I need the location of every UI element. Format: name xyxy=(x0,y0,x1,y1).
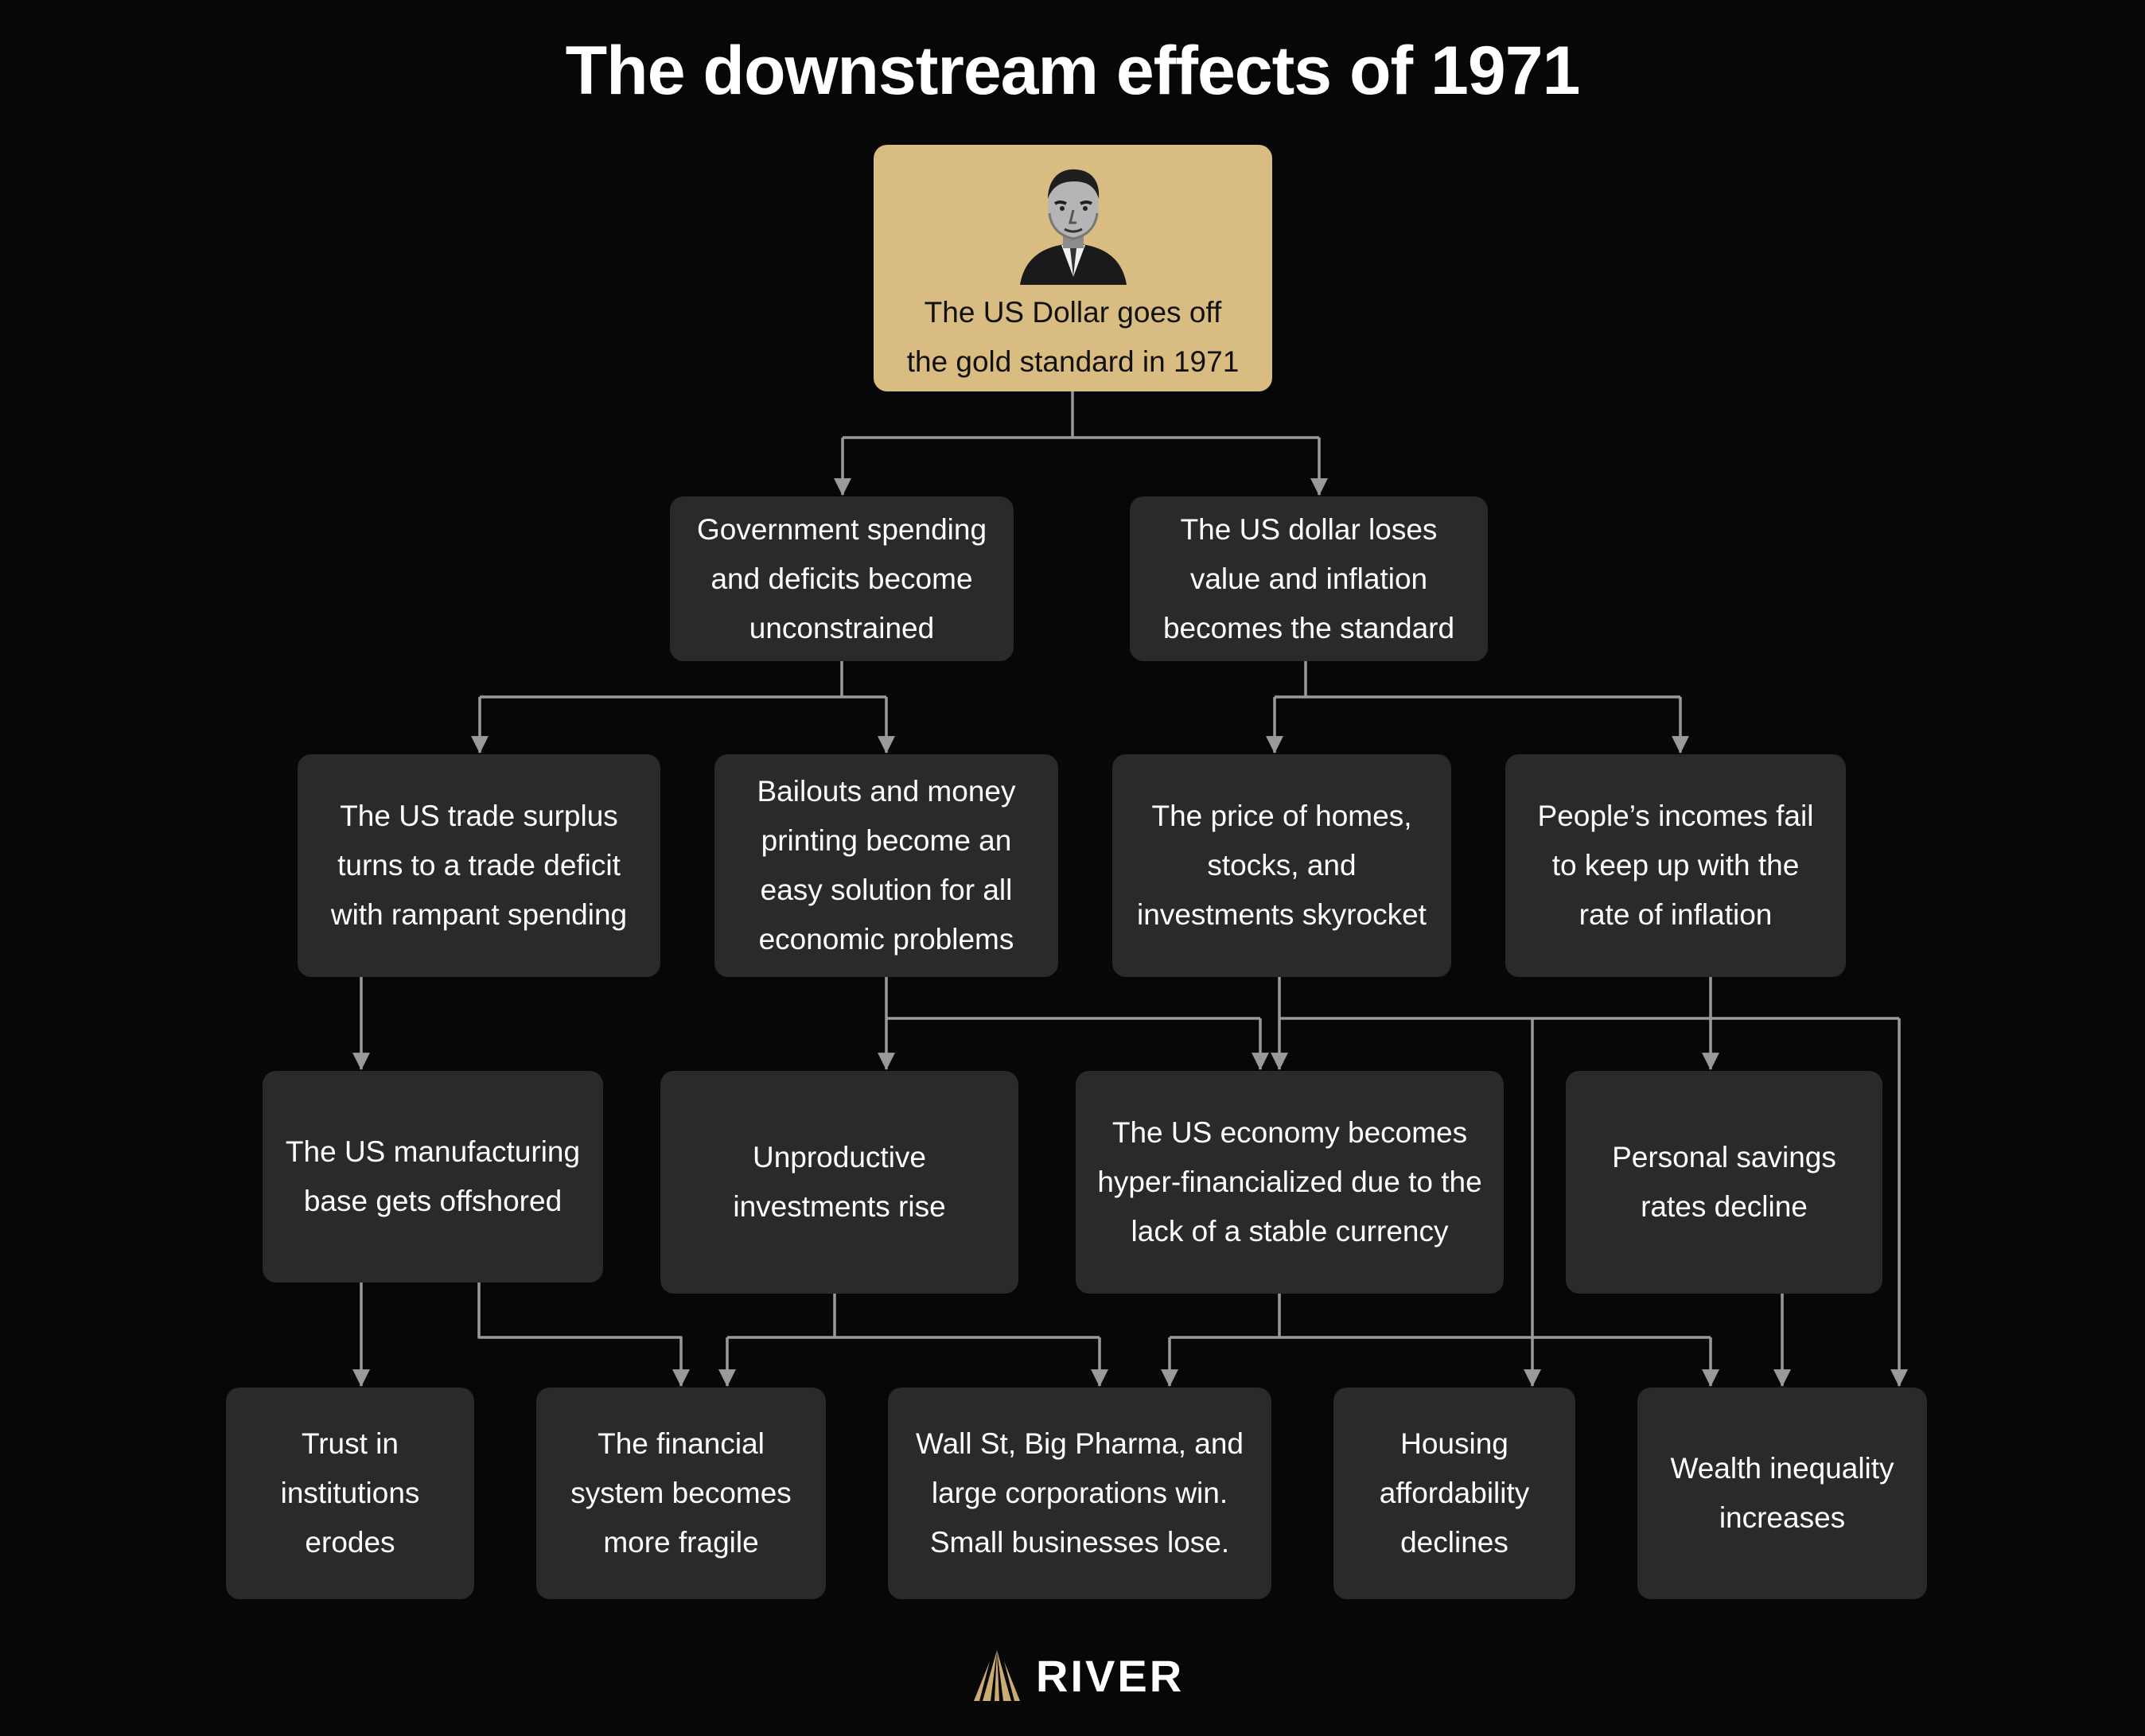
root-node xyxy=(874,145,1272,391)
river-logo xyxy=(972,1645,1184,1706)
node-unproductive-label: Unproductive investments rise xyxy=(733,1141,946,1223)
node-dollar-inflation-label: The US dollar loses value and inflation becomes the standard xyxy=(1162,512,1455,644)
river-logo-icon xyxy=(972,1650,1022,1701)
node-financialized-label: The US economy becomes hyper-financialized due to the lack of a stable currency xyxy=(1097,1116,1482,1248)
node-trust-erodes xyxy=(226,1388,474,1599)
node-trade-deficit xyxy=(298,754,660,977)
connector xyxy=(1170,1294,1711,1337)
connector xyxy=(1275,661,1680,697)
node-asset-prices-label: The price of homes, stocks, and investments skyrocket xyxy=(1137,800,1427,931)
node-incomes-fail-label: People’s incomes fail to keep up with the rate of inflation xyxy=(1537,800,1814,931)
node-inequality-label: Wealth inequality increases xyxy=(1670,1452,1894,1534)
page-title: The downstream effects of 1971 xyxy=(565,33,1580,109)
node-wallst-label: Wall St, Big Pharma, and large corporations win. Small businesses lose. xyxy=(916,1427,1244,1559)
node-inequality xyxy=(1637,1388,1927,1599)
root-label: The US Dollar goes off the gold standard in 1971 xyxy=(906,296,1240,378)
river-logo-text: RIVER xyxy=(1036,1650,1185,1701)
node-asset-prices xyxy=(1112,754,1451,977)
node-housing xyxy=(1333,1388,1575,1599)
node-housing-label: Housing affordability declines xyxy=(1379,1427,1530,1559)
node-trust-erodes-label: Trust in institutions erodes xyxy=(280,1427,420,1559)
node-savings-decline xyxy=(1566,1071,1882,1294)
node-fragile xyxy=(536,1388,826,1599)
node-gov-spending xyxy=(670,496,1014,661)
connector xyxy=(843,391,1319,438)
node-wallst xyxy=(888,1388,1271,1599)
connector xyxy=(480,661,886,697)
node-financialized xyxy=(1076,1071,1504,1294)
node-manufacturing-label: The US manufacturing base gets offshored xyxy=(285,1135,581,1217)
node-dollar-inflation xyxy=(1130,496,1488,661)
node-unproductive xyxy=(660,1071,1018,1294)
node-incomes-fail xyxy=(1505,754,1846,977)
portrait-icon xyxy=(1014,158,1133,285)
node-savings-decline-label: Personal savings rates decline xyxy=(1612,1141,1836,1223)
connector xyxy=(479,1283,681,1386)
node-gov-spending-label: Government spending and deficits become unconstrained xyxy=(696,512,987,644)
node-trade-deficit-label: The US trade surplus turns to a trade deficit with rampant spending xyxy=(330,800,628,931)
node-bailouts xyxy=(714,754,1058,977)
node-fragile-label: The financial system becomes more fragile xyxy=(570,1427,792,1559)
node-manufacturing xyxy=(263,1071,603,1283)
connector xyxy=(727,1294,1100,1337)
node-bailouts-label: Bailouts and money printing become an easy solution for all economic problems xyxy=(757,775,1016,956)
